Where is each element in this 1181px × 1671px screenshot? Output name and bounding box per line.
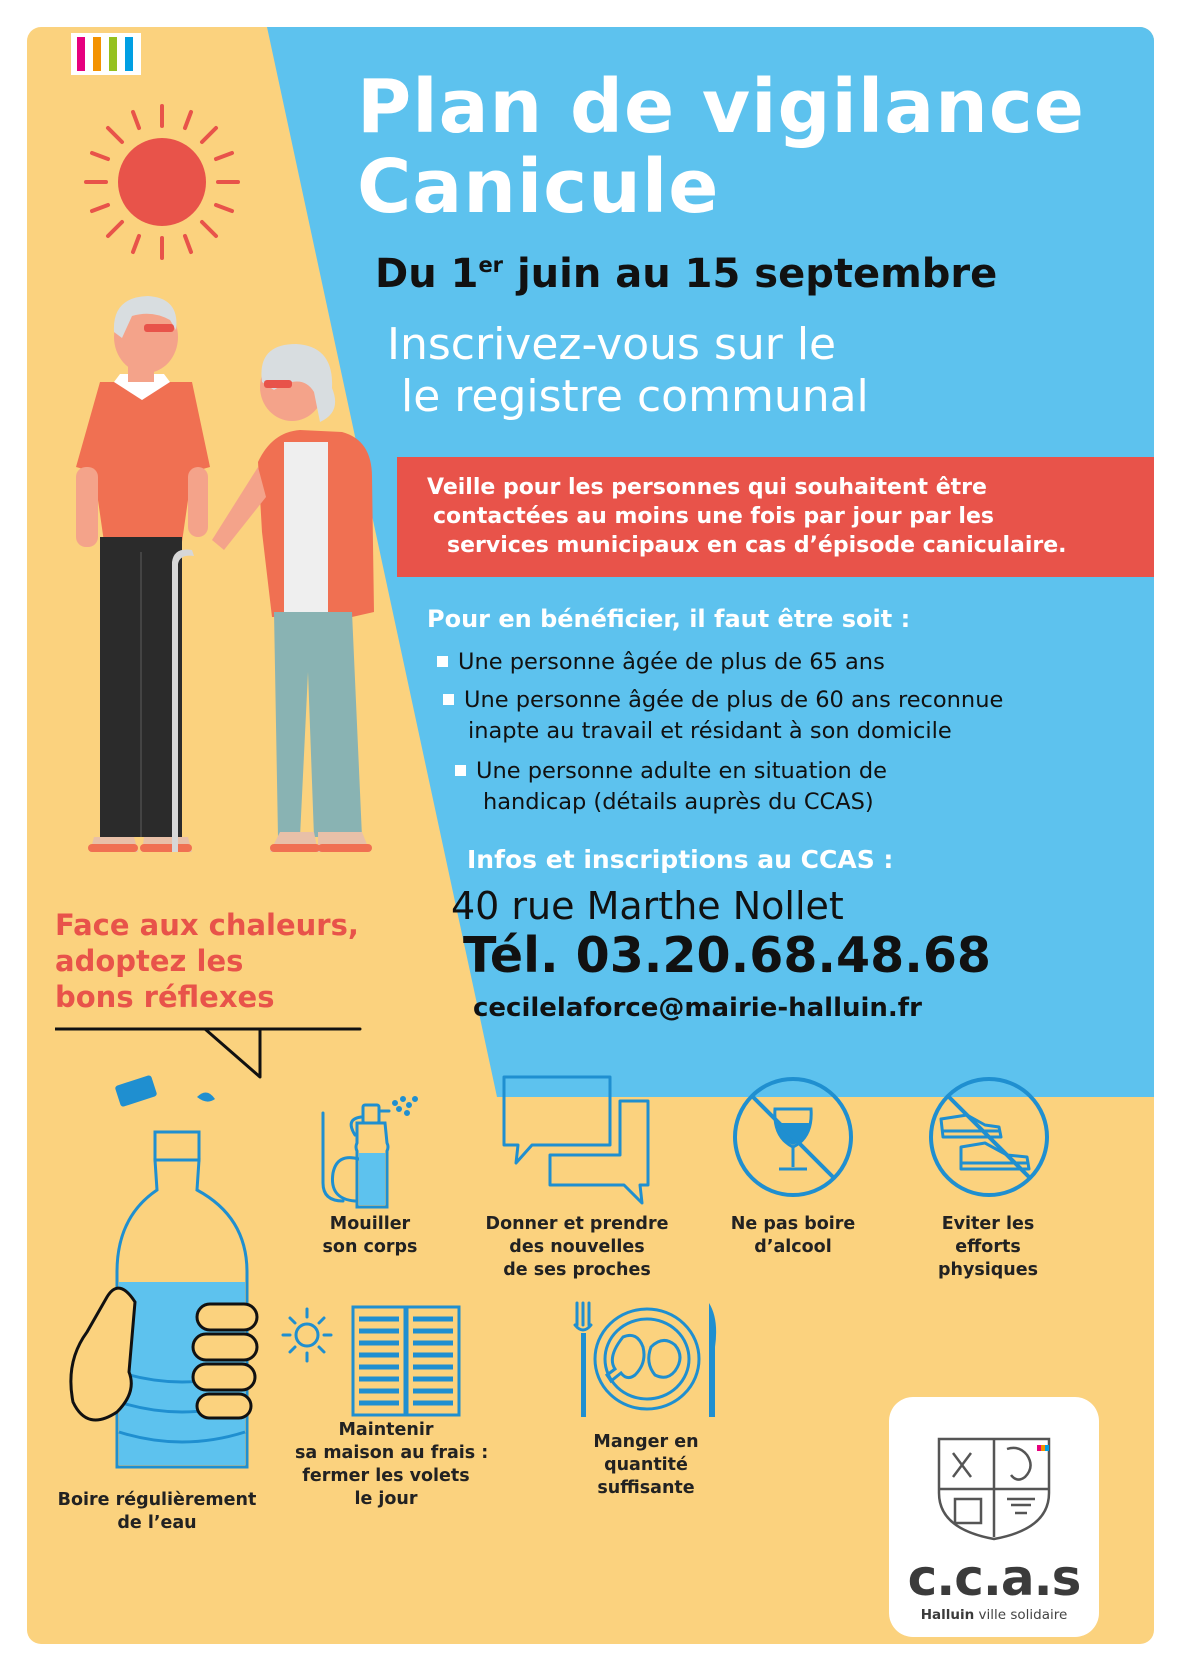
title-line-1: Plan de vigilance [357, 64, 1085, 150]
list-item [443, 685, 1003, 716]
caption-line: efforts [955, 1237, 1021, 1257]
list-item [437, 647, 997, 678]
list-item-text: Une personne âgée de plus de 60 ans reconnue [464, 687, 1004, 713]
caption-line: fermer les volets [302, 1466, 470, 1486]
register-line-2: le registre communal [401, 371, 869, 422]
caption-line: des nouvelles [509, 1237, 645, 1257]
no-alcohol-icon [731, 1075, 855, 1199]
ccas-tagline-text: ville solidaire [978, 1607, 1068, 1623]
contact-address: 40 rue Marthe Nollet [451, 884, 844, 928]
banner-text [427, 473, 1067, 560]
water-bottle-hand-icon [47, 1072, 257, 1477]
caption-line: quantité [604, 1455, 688, 1475]
tip-alcohol-caption [717, 1213, 869, 1259]
tip-eat-caption [571, 1431, 721, 1500]
caption-line: de ses proches [503, 1260, 651, 1280]
banner-line-1: Veille pour les personnes qui souhaitent être [427, 475, 987, 500]
contact-heading: Infos et inscriptions au CCAS : [467, 845, 894, 874]
bullet-square-icon [443, 694, 454, 705]
bullet-square-icon [455, 765, 466, 776]
period-dates [375, 251, 997, 297]
caption-line: Boire régulièrement [57, 1490, 257, 1510]
caption-line: sa maison au frais : [295, 1443, 489, 1463]
caption-line: suffisante [597, 1478, 695, 1498]
ccas-crest-logo [931, 1433, 1057, 1543]
caption-line: Manger en [593, 1432, 699, 1452]
chat-bubbles-icon [502, 1073, 652, 1203]
register-line-1: Inscrivez-vous sur le [387, 319, 837, 370]
tip-spray-caption [295, 1213, 445, 1259]
tip-cool-caption [295, 1419, 489, 1511]
list-item [455, 756, 1015, 787]
sun-illustration [82, 102, 242, 262]
eligibility-list [427, 647, 1004, 818]
tips-intro-line-3: bons réflexes [55, 980, 275, 1014]
caption-line: d’alcool [754, 1237, 832, 1257]
caption-line: Maintenir [338, 1420, 434, 1440]
caption-line: Eviter les [941, 1214, 1035, 1234]
register-callout [387, 319, 869, 423]
bullet-square-icon [437, 656, 448, 667]
banner-line-3: services municipaux en cas d’épisode caniculaire. [447, 533, 1067, 558]
ccas-town: Halluin [920, 1607, 975, 1623]
contact-email[interactable]: cecilelaforce@mairie-halluin.fr [473, 993, 922, 1023]
dates-superscript: er [478, 253, 504, 277]
no-sport-shoes-icon [927, 1075, 1051, 1199]
ccas-wordmark: c.c.a.s [907, 1549, 1081, 1607]
spray-bottle-icon [315, 1073, 425, 1213]
tip-news-caption [477, 1213, 677, 1282]
caption-line: Donner et prendre [485, 1214, 669, 1234]
list-item-continuation: inapte au travail et résidant à son domicile [468, 718, 952, 744]
ccas-logo [889, 1397, 1099, 1637]
dates-end: juin au 15 septembre [503, 251, 998, 297]
plate-cutlery-icon [571, 1299, 721, 1419]
brand-bars-logo [71, 33, 141, 75]
list-item-continuation: handicap (détails auprès du CCAS) [483, 789, 874, 815]
poster [27, 27, 1154, 1644]
page-title [357, 64, 1085, 230]
tips-intro-line-2: adoptez les [55, 944, 244, 978]
eligibility-heading: Pour en bénéficier, il faut être soit : [427, 605, 911, 633]
tips-intro [55, 907, 359, 1015]
contact-phone[interactable]: Tél. 03.20.68.48.68 [463, 927, 992, 984]
dates-start: Du 1 [375, 251, 479, 297]
caption-line: de l’eau [117, 1513, 197, 1533]
ccas-tagline [889, 1607, 1099, 1623]
title-line-2: Canicule [357, 144, 720, 230]
list-item-text: Une personne adulte en situation de [476, 758, 887, 784]
list-item-text: Une personne âgée de plus de 65 ans [458, 649, 885, 675]
caption-line: physiques [937, 1260, 1039, 1280]
shutters-sun-icon [283, 1305, 463, 1417]
banner-line-2: contactées au moins une fois par jour par les [433, 504, 994, 529]
caption-line: son corps [322, 1237, 418, 1257]
tip-water-caption [39, 1489, 275, 1535]
caption-line: Ne pas boire [730, 1214, 856, 1234]
caption-line: le jour [354, 1489, 418, 1509]
tip-effort-caption [917, 1213, 1059, 1282]
caption-line: Mouiller [329, 1214, 411, 1234]
tips-intro-line-1: Face aux chaleurs, [55, 908, 359, 942]
elderly-couple-illustration [52, 292, 382, 872]
